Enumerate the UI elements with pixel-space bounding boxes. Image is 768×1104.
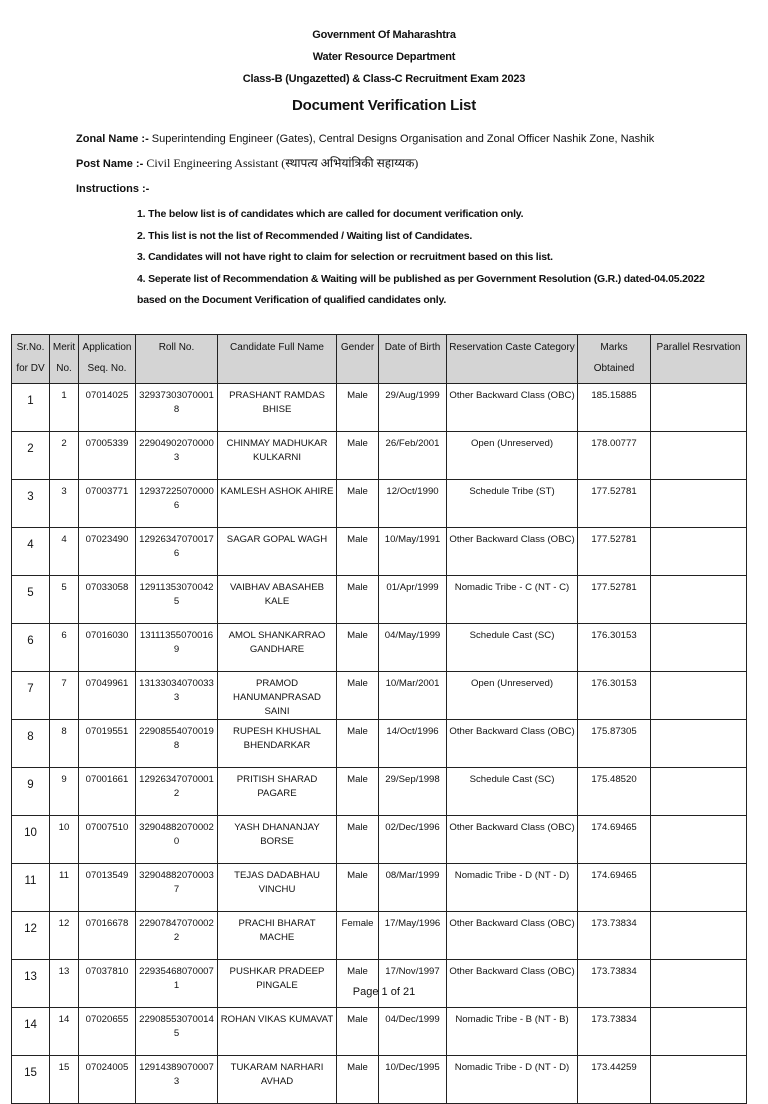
parallel-reservation-cell [651,480,747,528]
marks-cell: 174.69465 [578,816,651,864]
marks-cell: 177.52781 [578,576,651,624]
instruction-item: 1. The below list is of candidates which are called for document verification only. [137,208,524,220]
merit-no-cell: 11 [50,864,79,912]
table-header-row [12,335,747,384]
date-of-birth-cell: 17/Nov/1997 [379,960,447,1008]
roll-no-cell: 329048820700020 [136,816,218,864]
col-header-date-of-birth: Date of Birth [379,335,447,384]
gender-cell: Male [337,816,379,864]
sr-no-cell: 6 [12,624,50,672]
table-row [12,624,747,672]
table-row [12,672,747,720]
candidate-name-cell: ROHAN VIKAS KUMAVAT [218,1008,337,1056]
merit-no-cell: 7 [50,672,79,720]
date-of-birth-cell: 04/May/1999 [379,624,447,672]
candidate-name-cell: TEJAS DADABHAU VINCHU [218,864,337,912]
gender-cell: Male [337,576,379,624]
merit-no-cell: 3 [50,480,79,528]
sr-no-cell: 4 [12,528,50,576]
table-row [12,528,747,576]
post-name-row [76,154,418,171]
sr-no-cell: 7 [12,672,50,720]
table-row [12,864,747,912]
application-seq-cell: 07003771 [79,480,136,528]
col-header-roll-no: Roll No. [136,335,218,384]
marks-cell: 175.87305 [578,720,651,768]
marks-cell: 174.69465 [578,864,651,912]
sr-no-cell: 2 [12,432,50,480]
marks-cell: 173.73834 [578,960,651,1008]
sr-no-cell: 1 [12,384,50,432]
sr-no-cell: 8 [12,720,50,768]
roll-no-cell: 131113550700169 [136,624,218,672]
caste-category-cell: Nomadic Tribe - D (NT - D) [447,1056,578,1104]
instruction-item: 3. Candidates will not have right to claim for selection or recruitment based on this list. [137,251,553,263]
gender-cell: Male [337,720,379,768]
caste-category-cell: Nomadic Tribe - B (NT - B) [447,1008,578,1056]
candidate-name-cell: AMOL SHANKARRAO GANDHARE [218,624,337,672]
sr-no-cell: 5 [12,576,50,624]
candidate-name-cell: RUPESH KHUSHAL BHENDARKAR [218,720,337,768]
candidate-name-cell: KAMLESH ASHOK AHIRE [218,480,337,528]
table-row [12,960,747,1008]
roll-no-cell: 229049020700003 [136,432,218,480]
header-exam: Class-B (Ungazetted) & Class-C Recruitment Exam 2023 [242,73,526,85]
instruction-item: 4. Seperate list of Recommendation & Waiting will be published as per Government Resolution (G.R.) dated-04.05.2022 based on the Document Verification of qualified candidates only. [137,272,705,306]
parallel-reservation-cell [651,576,747,624]
application-seq-cell: 07020655 [79,1008,136,1056]
application-seq-cell: 07049961 [79,672,136,720]
parallel-reservation-cell [651,912,747,960]
caste-category-cell: Other Backward Class (OBC) [447,912,578,960]
marks-cell: 173.73834 [578,1008,651,1056]
caste-category-cell: Other Backward Class (OBC) [447,720,578,768]
application-seq-cell: 07007510 [79,816,136,864]
header-government: Government Of Maharashtra [312,29,456,41]
date-of-birth-cell: 12/Oct/1990 [379,480,447,528]
gender-cell: Male [337,624,379,672]
marks-cell: 173.44259 [578,1056,651,1104]
caste-category-cell: Other Backward Class (OBC) [447,384,578,432]
candidate-name-cell: VAIBHAV ABASAHEB KALE [218,576,337,624]
table-row [12,720,747,768]
roll-no-cell: 129143890700073 [136,1056,218,1104]
merit-no-cell: 4 [50,528,79,576]
table-row [12,768,747,816]
roll-no-cell: 129263470700176 [136,528,218,576]
caste-category-cell: Nomadic Tribe - D (NT - D) [447,864,578,912]
col-header-merit-no: Merit No. [50,335,79,384]
application-seq-cell: 07016678 [79,912,136,960]
marks-cell: 176.30153 [578,624,651,672]
zonal-name-value: Superintending Engineer (Gates), Central Designs Organisation and Zonal Officer Nashik Zone, Nashik [151,133,655,145]
candidate-name-cell: YASH DHANANJAY BORSE [218,816,337,864]
sr-no-cell: 9 [12,768,50,816]
gender-cell: Male [337,432,379,480]
marks-cell: 175.48520 [578,768,651,816]
merit-no-cell: 12 [50,912,79,960]
col-header-caste-category: Reservation Caste Category [447,335,578,384]
candidate-name-cell: SAGAR GOPAL WAGH [218,528,337,576]
roll-no-cell: 229085530700145 [136,1008,218,1056]
merit-no-cell: 14 [50,1008,79,1056]
roll-no-cell: 329373030700018 [136,384,218,432]
candidate-name-cell: PRACHI BHARAT MACHE [218,912,337,960]
candidate-name-cell: TUKARAM NARHARI AVHAD [218,1056,337,1104]
parallel-reservation-cell [651,432,747,480]
sr-no-cell: 3 [12,480,50,528]
roll-no-cell: 131330340700333 [136,672,218,720]
post-name-label: Post Name :- [76,158,144,170]
date-of-birth-cell: 29/Aug/1999 [379,384,447,432]
sr-no-cell: 13 [12,960,50,1008]
parallel-reservation-cell [651,768,747,816]
caste-category-cell: Schedule Cast (SC) [447,768,578,816]
instructions-label: Instructions :- [76,183,150,195]
date-of-birth-cell: 29/Sep/1998 [379,768,447,816]
col-header-application-seq: Application Seq. No. [79,335,136,384]
table-row [12,816,747,864]
parallel-reservation-cell [651,960,747,1008]
merit-no-cell: 15 [50,1056,79,1104]
gender-cell: Female [337,912,379,960]
caste-category-cell: Nomadic Tribe - C (NT - C) [447,576,578,624]
date-of-birth-cell: 10/Mar/2001 [379,672,447,720]
merit-no-cell: 10 [50,816,79,864]
instructions-list [137,204,717,312]
candidate-name-cell: PUSHKAR PRADEEP PINGALE [218,960,337,1008]
col-header-parallel-reservation: Parallel Resrvation [651,335,747,384]
roll-no-cell: 229078470700022 [136,912,218,960]
roll-no-cell: 129263470700012 [136,768,218,816]
application-seq-cell: 07024005 [79,1056,136,1104]
application-seq-cell: 07001661 [79,768,136,816]
date-of-birth-cell: 02/Dec/1996 [379,816,447,864]
marks-cell: 178.00777 [578,432,651,480]
post-name-value: Civil Engineering Assistant (स्थापत्य अभियांत्रिकी सहाय्यक) [146,156,419,170]
candidate-name-cell: PRITISH SHARAD PAGARE [218,768,337,816]
table-row [12,480,747,528]
sr-no-cell: 14 [12,1008,50,1056]
parallel-reservation-cell [651,624,747,672]
zonal-name-label: Zonal Name :- [76,133,149,145]
table-row [12,912,747,960]
roll-no-cell: 329048820700037 [136,864,218,912]
col-header-marks: Marks Obtained [578,335,651,384]
zonal-name-row [76,133,654,145]
caste-category-cell: Other Backward Class (OBC) [447,528,578,576]
date-of-birth-cell: 14/Oct/1996 [379,720,447,768]
date-of-birth-cell: 10/May/1991 [379,528,447,576]
application-seq-cell: 07019551 [79,720,136,768]
caste-category-cell: Open (Unreserved) [447,672,578,720]
parallel-reservation-cell [651,720,747,768]
merit-no-cell: 8 [50,720,79,768]
page-title: Document Verification List [292,97,476,114]
parallel-reservation-cell [651,864,747,912]
parallel-reservation-cell [651,384,747,432]
parallel-reservation-cell [651,1008,747,1056]
caste-category-cell: Schedule Tribe (ST) [447,480,578,528]
gender-cell: Male [337,864,379,912]
header-department: Water Resource Department [312,51,456,63]
page-number: Page 1 of 21 [352,986,416,998]
gender-cell: Male [337,528,379,576]
application-seq-cell: 07037810 [79,960,136,1008]
parallel-reservation-cell [651,672,747,720]
merit-no-cell: 6 [50,624,79,672]
candidate-name-cell: PRASHANT RAMDAS BHISE [218,384,337,432]
table-row [12,1008,747,1056]
marks-cell: 173.73834 [578,912,651,960]
gender-cell: Male [337,384,379,432]
application-seq-cell: 07023490 [79,528,136,576]
caste-category-cell: Open (Unreserved) [447,432,578,480]
table-row [12,576,747,624]
application-seq-cell: 07033058 [79,576,136,624]
gender-cell: Male [337,960,379,1008]
date-of-birth-cell: 08/Mar/1999 [379,864,447,912]
candidate-name-cell: CHINMAY MADHUKAR KULKARNI [218,432,337,480]
gender-cell: Male [337,672,379,720]
table-row [12,384,747,432]
parallel-reservation-cell [651,1056,747,1104]
merit-no-cell: 5 [50,576,79,624]
col-header-gender: Gender [337,335,379,384]
col-header-candidate-name: Candidate Full Name [218,335,337,384]
parallel-reservation-cell [651,816,747,864]
candidate-name-cell: PRAMOD HANUMANPRASAD SAINI [218,672,337,720]
col-header-sr-no: Sr.No. for DV [12,335,50,384]
sr-no-cell: 10 [12,816,50,864]
roll-no-cell: 229354680700071 [136,960,218,1008]
marks-cell: 176.30153 [578,672,651,720]
application-seq-cell: 07016030 [79,624,136,672]
merit-no-cell: 1 [50,384,79,432]
date-of-birth-cell: 10/Dec/1995 [379,1056,447,1104]
caste-category-cell: Schedule Cast (SC) [447,624,578,672]
date-of-birth-cell: 01/Apr/1999 [379,576,447,624]
marks-cell: 185.15885 [578,384,651,432]
caste-category-cell: Other Backward Class (OBC) [447,816,578,864]
application-seq-cell: 07014025 [79,384,136,432]
gender-cell: Male [337,1008,379,1056]
sr-no-cell: 12 [12,912,50,960]
table-row [12,432,747,480]
table-row [12,1056,747,1104]
gender-cell: Male [337,1056,379,1104]
merit-no-cell: 2 [50,432,79,480]
caste-category-cell: Other Backward Class (OBC) [447,960,578,1008]
marks-cell: 177.52781 [578,480,651,528]
merit-no-cell: 13 [50,960,79,1008]
instruction-item: 2. This list is not the list of Recommended / Waiting list of Candidates. [137,229,473,242]
roll-no-cell: 229085540700198 [136,720,218,768]
roll-no-cell: 129372250700006 [136,480,218,528]
marks-cell: 177.52781 [578,528,651,576]
date-of-birth-cell: 04/Dec/1999 [379,1008,447,1056]
gender-cell: Male [337,768,379,816]
date-of-birth-cell: 26/Feb/2001 [379,432,447,480]
sr-no-cell: 11 [12,864,50,912]
roll-no-cell: 129113530700425 [136,576,218,624]
application-seq-cell: 07013549 [79,864,136,912]
parallel-reservation-cell [651,528,747,576]
application-seq-cell: 07005339 [79,432,136,480]
date-of-birth-cell: 17/May/1996 [379,912,447,960]
sr-no-cell: 15 [12,1056,50,1104]
merit-no-cell: 9 [50,768,79,816]
gender-cell: Male [337,480,379,528]
